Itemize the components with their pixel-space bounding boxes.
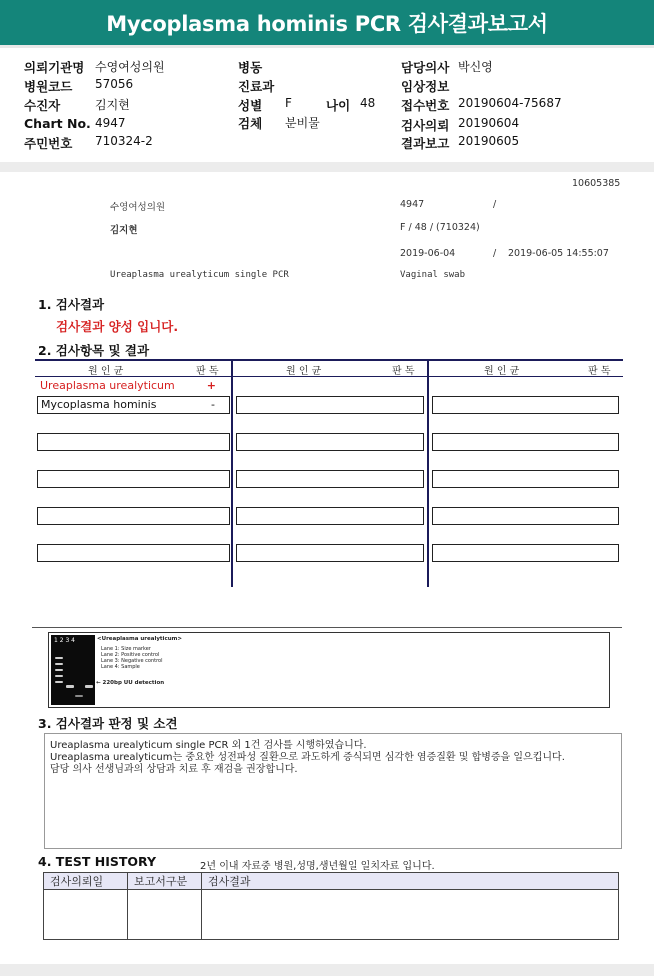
empty-cell (37, 544, 230, 562)
report-title: Mycoplasma hominis PCR 검사결과보고서 (106, 11, 548, 36)
ward-label: 병동 (238, 60, 263, 75)
gel-lane-numbers: 1 2 3 4 (54, 637, 75, 644)
sheet-patient: 김지현 (110, 225, 138, 236)
col-judge: 판 독 (196, 366, 219, 377)
table-row (37, 378, 230, 396)
sex-value: F (285, 96, 292, 110)
hospital-label: 의뢰기관명 (24, 60, 85, 75)
opinion-heading: 3. 검사결과 판정 및 소견 (38, 716, 178, 731)
primer-band (75, 695, 83, 697)
report-sheet (0, 172, 654, 964)
sheet-date-report: 2019-06-05 14:55:07 (508, 248, 609, 259)
empty-cell (432, 507, 619, 525)
empty-cell (128, 890, 202, 940)
reception-value: 20190604-75687 (458, 96, 562, 110)
sex-label: 성별 (238, 98, 263, 113)
request-label: 검사의뢰 (401, 118, 450, 133)
marker-band (55, 675, 63, 677)
empty-cell (236, 470, 424, 488)
gel-legend-item: Lane 1: Size marker (101, 646, 151, 652)
gel-image (51, 635, 95, 705)
gel-electrophoresis-panel (48, 632, 610, 708)
clinical-label: 임상정보 (401, 79, 450, 94)
gel-legend-item: Lane 2: Positive control (101, 652, 160, 658)
history-row (44, 890, 619, 940)
col-pathogen: 원 인 균 (88, 366, 124, 377)
sheet-chart: 4947 (400, 199, 425, 210)
col-judge: 판 독 (392, 366, 415, 377)
opinion-line: 담당 의사 선생님과의 상담과 치료 후 재검을 권장합니다. (50, 764, 298, 775)
result-text: 검사결과 양성 입니다. (56, 319, 179, 334)
empty-cell (37, 507, 230, 525)
empty-cell (432, 396, 619, 414)
sheet-sex-age: F / 48 / (710324) (400, 222, 480, 233)
code-value: 57056 (95, 77, 134, 91)
pathogen-name: Mycoplasma hominis (41, 398, 157, 411)
gel-legend-item: Lane 3: Negative control (101, 658, 163, 664)
empty-cell (432, 470, 619, 488)
doc-number: 10605385 (572, 178, 621, 189)
specimen-label: 검체 (238, 116, 263, 131)
rrn-label: 주민번호 (24, 136, 73, 151)
marker-band (55, 663, 63, 665)
opinion-line: Ureaplasma urealyticum는 중요한 성전파성 질환으로 과도하게 증식되면 심각한 염증질환 및 합병증을 일으킵니다. (50, 752, 565, 763)
empty-cell (236, 396, 424, 414)
sheet-specimen: Vaginal swab (400, 270, 466, 280)
col-request-date: 검사의뢰일 (44, 873, 128, 890)
sheet-date-request: 2019-06-04 (400, 248, 456, 259)
age-value: 48 (360, 96, 376, 110)
report-value: 20190605 (458, 134, 520, 148)
empty-cell (37, 433, 230, 451)
col-report-type: 보고서구분 (128, 873, 202, 890)
doctor-value: 박신영 (458, 60, 493, 74)
empty-cell (432, 544, 619, 562)
footer-divider (0, 964, 654, 976)
empty-cell (37, 470, 230, 488)
chart-value: 4947 (95, 116, 126, 130)
empty-cell (236, 507, 424, 525)
rrn-value: 710324-2 (95, 134, 153, 148)
opinion-box (44, 733, 622, 849)
marker-band (55, 669, 63, 671)
table-row (37, 396, 230, 414)
marker-band (55, 681, 63, 683)
sample-band (85, 685, 93, 688)
reception-label: 접수번호 (401, 98, 450, 113)
col-test-result: 검사결과 (202, 873, 619, 890)
judge-value: + (206, 379, 216, 392)
items-table-top (35, 359, 623, 361)
code-label: 병원코드 (24, 79, 73, 94)
pathogen-name: Ureaplasma urealyticum (40, 379, 175, 392)
col-pathogen: 원 인 균 (286, 366, 322, 377)
empty-cell (432, 433, 619, 451)
request-value: 20190604 (458, 116, 520, 130)
col-judge: 판 독 (588, 366, 611, 377)
report-label: 결과보고 (401, 136, 450, 151)
sheet-date-slash: / (493, 248, 497, 259)
sheet-test-name: Ureaplasma urealyticum single PCR (110, 270, 289, 280)
items-col-divider (231, 359, 233, 587)
patient-value: 김지현 (95, 98, 130, 112)
items-col-divider (427, 359, 429, 587)
doctor-label: 담당의사 (401, 60, 450, 75)
gel-divider (32, 627, 622, 628)
empty-cell (202, 890, 619, 940)
history-table (43, 872, 619, 940)
report-header (0, 0, 654, 48)
positive-band (66, 685, 74, 688)
gel-legend-item: Lane 4: Sample (101, 664, 140, 670)
sheet-hospital: 수영여성의원 (110, 202, 166, 213)
sheet-chart-slash: / (493, 199, 497, 210)
history-note: 2년 이내 자료중 병원,성명,생년월일 일치자료 입니다. (200, 861, 435, 872)
history-header-row (44, 873, 619, 890)
specimen-value: 분비물 (285, 116, 320, 130)
judge-value: - (211, 398, 215, 411)
empty-cell (236, 544, 424, 562)
chart-label: Chart No. (24, 116, 91, 131)
patient-info-panel (0, 54, 654, 152)
dept-label: 진료과 (238, 79, 275, 94)
gel-title: <Ureaplasma urealyticum> (97, 636, 182, 642)
empty-cell (44, 890, 128, 940)
patient-label: 수진자 (24, 98, 61, 113)
age-label: 나이 (326, 98, 351, 113)
items-heading: 2. 검사항목 및 결과 (38, 343, 150, 358)
hospital-value: 수영여성의원 (95, 60, 165, 74)
result-heading: 1. 검사결과 (38, 297, 105, 312)
marker-band (55, 657, 63, 659)
gel-band-label: ← 220bp UU detection (96, 680, 165, 686)
header-divider (0, 162, 654, 172)
opinion-line: Ureaplasma urealyticum single PCR 외 1건 검사를 시행하였습니다. (50, 740, 367, 751)
empty-cell (236, 433, 424, 451)
col-pathogen: 원 인 균 (484, 366, 520, 377)
history-heading: 4. TEST HISTORY (38, 854, 157, 869)
